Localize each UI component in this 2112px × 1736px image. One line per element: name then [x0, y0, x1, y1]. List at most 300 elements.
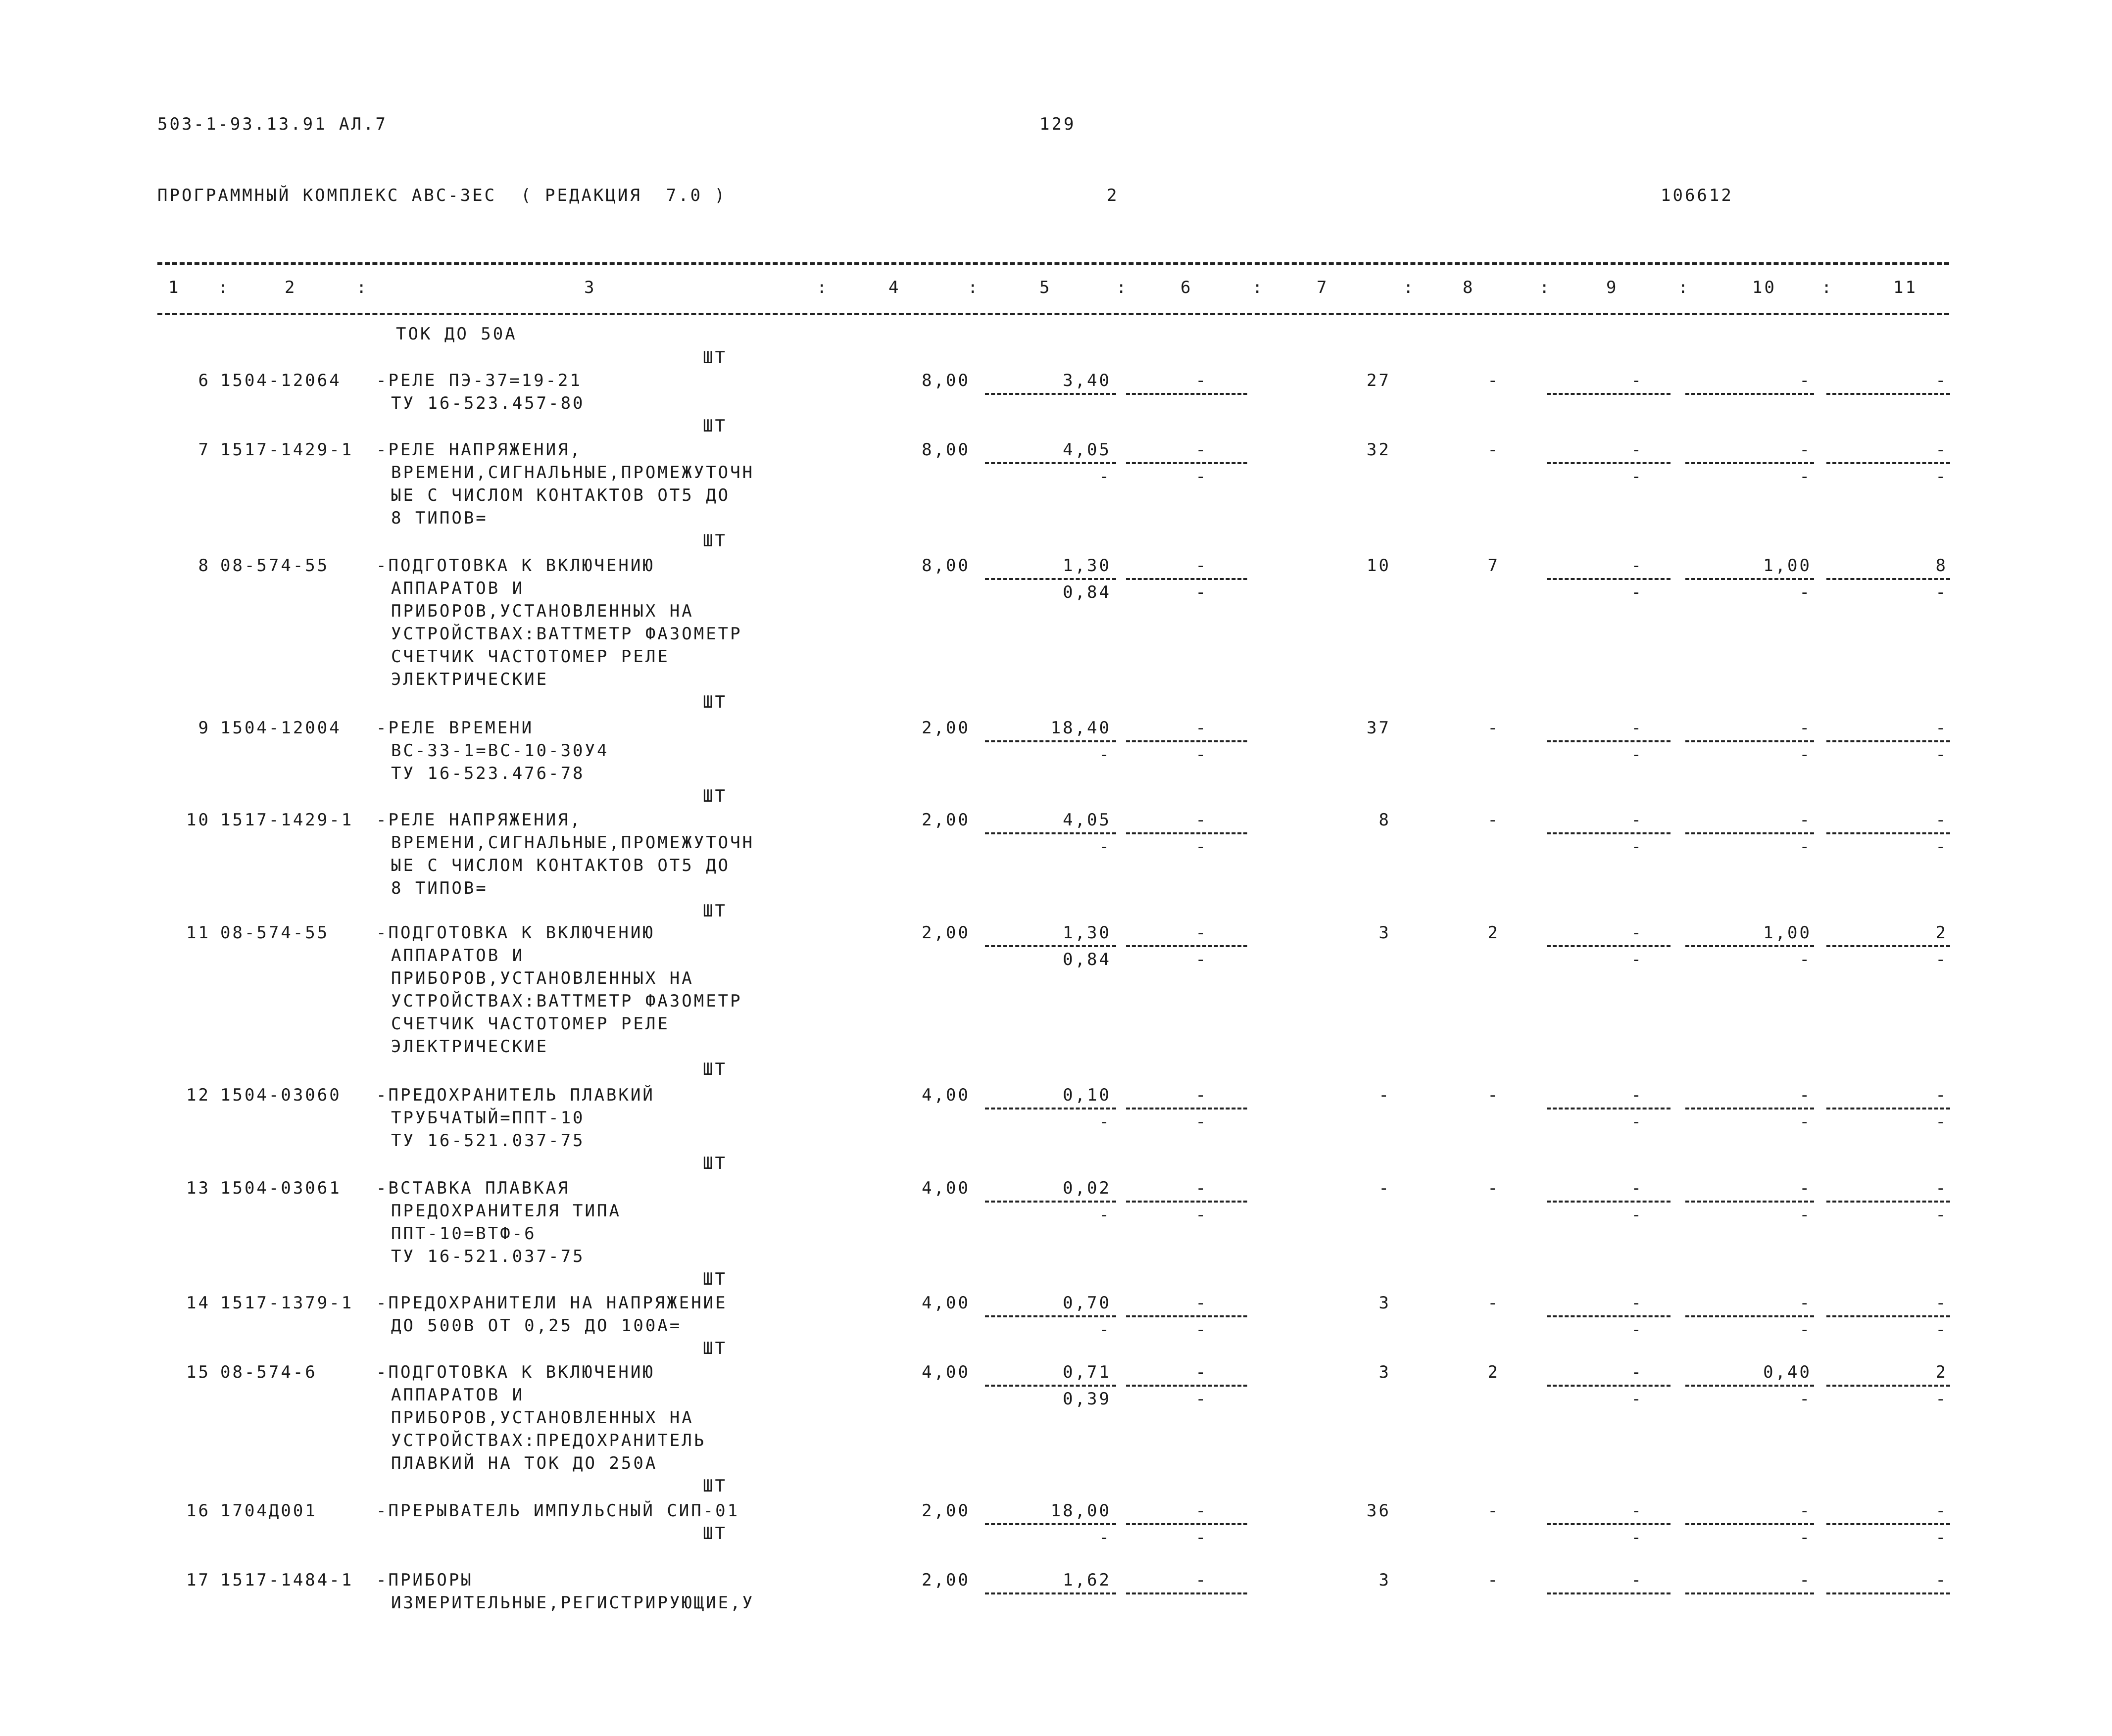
cell-col-6: - — [1195, 371, 1208, 390]
column-header-3: 3 — [584, 278, 596, 297]
cell-col-9-sub: - — [1631, 467, 1643, 486]
cell-col-9-sub: - — [1631, 1320, 1643, 1340]
cell-col-6: - — [1195, 923, 1208, 943]
cell-col-10: - — [1799, 1085, 1812, 1105]
row-resource-code: 1504-12004 — [220, 718, 342, 738]
cell-divider — [1126, 740, 1247, 742]
row-description-line: АППАРАТОВ И — [391, 1385, 525, 1405]
row-description-line: ИЗМЕРИТЕЛЬНЫЕ,РЕГИСТРИРУЮЩИЕ,У — [391, 1593, 755, 1613]
cell-col-4: 8,00 — [922, 556, 970, 576]
column-separator: : — [1678, 278, 1690, 297]
cell-col-4: 2,00 — [922, 1501, 970, 1521]
cell-col-11: 2 — [1935, 923, 1948, 943]
row-unit: ШТ — [703, 416, 727, 436]
cell-col-11-sub: - — [1935, 837, 1948, 857]
cell-divider — [1685, 832, 1814, 834]
row-description-line: -ПРИБОРЫ — [376, 1570, 473, 1590]
cell-col-8: - — [1487, 718, 1500, 738]
cell-divider — [1547, 1592, 1670, 1594]
cell-col-8: - — [1487, 1570, 1500, 1590]
cell-divider — [985, 1315, 1116, 1317]
cell-col-11-sub: - — [1935, 582, 1948, 602]
cell-divider — [1126, 462, 1247, 464]
cell-col-10: - — [1799, 718, 1812, 738]
cell-col-8: - — [1487, 440, 1500, 460]
column-header-9: 9 — [1606, 278, 1619, 297]
column-header-11: 11 — [1893, 278, 1917, 297]
cell-divider — [1826, 740, 1950, 742]
column-separator: : — [968, 278, 980, 297]
cell-col-5-sub: 0,39 — [1063, 1389, 1111, 1409]
row-description-line: УСТРОЙСТВАХ:ВАТТМЕТР ФАЗОМЕТР — [391, 624, 742, 644]
cell-col-6-sub: - — [1195, 1112, 1208, 1132]
row-description-line: ТРУБЧАТЫЙ=ППТ-10 — [391, 1108, 585, 1128]
cell-col-7: 32 — [1367, 440, 1391, 460]
row-number: 14 — [186, 1293, 210, 1313]
row-description-line: ВС-33-1=ВС-10-30У4 — [391, 741, 609, 761]
cell-col-11: 2 — [1935, 1362, 1948, 1382]
cell-col-9-sub: - — [1631, 1112, 1643, 1132]
cell-col-10-sub: - — [1799, 1320, 1812, 1340]
row-number: 16 — [186, 1501, 210, 1521]
cell-col-8: - — [1487, 1085, 1500, 1105]
sheet-number: 2 — [1107, 186, 1119, 205]
cell-divider — [1126, 1385, 1247, 1387]
column-header-1: 1 — [168, 278, 181, 297]
row-resource-code: 1704Д001 — [220, 1501, 317, 1521]
row-resource-code: 1504-12064 — [220, 371, 342, 390]
cell-col-6-sub: - — [1195, 1389, 1208, 1409]
cell-divider — [1685, 1523, 1814, 1525]
cell-divider — [1685, 1385, 1814, 1387]
cell-col-11-sub: - — [1935, 745, 1948, 765]
cell-divider — [1685, 1592, 1814, 1594]
row-unit: ШТ — [703, 531, 727, 551]
cell-col-5: 18,40 — [1050, 718, 1111, 738]
cell-col-8: - — [1487, 1293, 1500, 1313]
cell-divider — [1826, 578, 1950, 580]
cell-col-9: - — [1631, 923, 1643, 943]
column-header-7: 7 — [1317, 278, 1329, 297]
cell-col-9-sub: - — [1631, 1528, 1643, 1547]
row-description-line: 8 ТИПОВ= — [391, 508, 488, 528]
cell-col-5: 18,00 — [1050, 1501, 1111, 1521]
cell-col-4: 4,00 — [922, 1293, 970, 1313]
cell-col-8: 2 — [1487, 923, 1500, 943]
cell-col-8: 2 — [1487, 1362, 1500, 1382]
cell-col-4: 2,00 — [922, 810, 970, 830]
cell-col-10-sub: - — [1799, 1112, 1812, 1132]
cell-col-10: - — [1799, 1570, 1812, 1590]
register-code: 106612 — [1661, 186, 1733, 205]
continuation-text: ТОК ДО 50А — [396, 324, 517, 344]
cell-col-6-sub: - — [1195, 467, 1208, 486]
cell-col-9: - — [1631, 1085, 1643, 1105]
cell-col-9-sub: - — [1631, 837, 1643, 857]
row-description-line: ПРЕДОХРАНИТЕЛЯ ТИПА — [391, 1201, 621, 1221]
column-separator: : — [1252, 278, 1265, 297]
cell-col-4: 4,00 — [922, 1362, 970, 1382]
cell-divider — [1685, 1315, 1814, 1317]
row-description-line: УСТРОЙСТВАХ:ПРЕДОХРАНИТЕЛЬ — [391, 1431, 706, 1450]
cell-divider — [1126, 578, 1247, 580]
cell-col-6-sub: - — [1195, 837, 1208, 857]
cell-col-6-sub: - — [1195, 1528, 1208, 1547]
column-header-2: 2 — [285, 278, 297, 297]
row-description-line: 8 ТИПОВ= — [391, 878, 488, 898]
row-description-line: АППАРАТОВ И — [391, 946, 525, 965]
cell-divider — [1547, 832, 1670, 834]
row-unit: ШТ — [703, 1154, 727, 1173]
cell-col-10-sub: - — [1799, 1389, 1812, 1409]
column-header-5: 5 — [1039, 278, 1052, 297]
column-header-10: 10 — [1752, 278, 1776, 297]
cell-divider — [1547, 1201, 1670, 1203]
row-description-line: ЭЛЕКТРИЧЕСКИЕ — [391, 1037, 549, 1057]
cell-divider — [1126, 1315, 1247, 1317]
cell-col-10-sub: - — [1799, 467, 1812, 486]
row-description-line: ТУ 16-521.037-75 — [391, 1131, 585, 1151]
row-resource-code: 08-574-55 — [220, 923, 330, 943]
cell-col-7: - — [1378, 1178, 1391, 1198]
cell-col-8: - — [1487, 1501, 1500, 1521]
cell-col-6-sub: - — [1195, 1205, 1208, 1225]
cell-col-11: - — [1935, 1293, 1948, 1313]
cell-col-10-sub: - — [1799, 1205, 1812, 1225]
cell-col-9-sub: - — [1631, 1389, 1643, 1409]
row-number: 8 — [198, 556, 210, 576]
cell-col-11: - — [1935, 810, 1948, 830]
cell-col-11: - — [1935, 1501, 1948, 1521]
program-title: ПРОГРАММНЫЙ КОМПЛЕКС АВС-3ЕС ( РЕДАКЦИЯ 7.0 ) — [157, 186, 727, 205]
row-number: 13 — [186, 1178, 210, 1198]
cell-col-6: - — [1195, 718, 1208, 738]
row-unit: ШТ — [703, 1339, 727, 1358]
cell-col-8: - — [1487, 371, 1500, 390]
cell-col-10-sub: - — [1799, 837, 1812, 857]
cell-divider — [1547, 1315, 1670, 1317]
cell-col-9-sub: - — [1631, 950, 1643, 969]
cell-col-9: - — [1631, 718, 1643, 738]
cell-col-7: 3 — [1378, 1362, 1391, 1382]
row-resource-code: 1517-1429-1 — [220, 440, 354, 460]
cell-col-11-sub: - — [1935, 1112, 1948, 1132]
row-description-line: ПРИБОРОВ,УСТАНОВЛЕННЫХ НА — [391, 1408, 694, 1428]
column-separator: : — [356, 278, 369, 297]
row-number: 17 — [186, 1570, 210, 1590]
cell-col-10: - — [1799, 1501, 1812, 1521]
cell-divider — [1126, 832, 1247, 834]
cell-divider — [1126, 1523, 1247, 1525]
cell-col-5-sub: - — [1099, 467, 1111, 486]
cell-col-6: - — [1195, 1570, 1208, 1590]
cell-col-6: - — [1195, 1178, 1208, 1198]
cell-divider — [1826, 393, 1950, 395]
cell-col-10-sub: - — [1799, 745, 1812, 765]
cell-col-5-sub: - — [1099, 837, 1111, 857]
cell-divider — [985, 1201, 1116, 1203]
row-description-line: -ПРЕДОХРАНИТЕЛИ НА НАПРЯЖЕНИЕ — [376, 1293, 728, 1313]
cell-col-11: - — [1935, 1085, 1948, 1105]
cell-col-9: - — [1631, 1178, 1643, 1198]
cell-col-5: 3,40 — [1063, 371, 1111, 390]
cell-col-4: 8,00 — [922, 440, 970, 460]
row-resource-code: 08-574-55 — [220, 556, 330, 576]
row-number: 15 — [186, 1362, 210, 1382]
row-unit: ШТ — [703, 901, 727, 921]
row-description-line: -ПРЕРЫВАТЕЛЬ ИМПУЛЬСНЫЙ СИП-01 — [376, 1501, 740, 1521]
cell-col-9: - — [1631, 1501, 1643, 1521]
cell-col-6: - — [1195, 1293, 1208, 1313]
row-number: 10 — [186, 810, 210, 830]
row-description-line: СЧЕТЧИК ЧАСТОТОМЕР РЕЛЕ — [391, 1014, 670, 1034]
cell-col-7: 37 — [1367, 718, 1391, 738]
cell-col-9: - — [1631, 1362, 1643, 1382]
row-resource-code: 08-574-6 — [220, 1362, 317, 1382]
row-description-line: ТУ 16-521.037-75 — [391, 1247, 585, 1266]
cell-divider — [1826, 1108, 1950, 1109]
cell-col-5: 1,30 — [1063, 556, 1111, 576]
row-resource-code: 1517-1379-1 — [220, 1293, 354, 1313]
cell-divider — [1685, 462, 1814, 464]
cell-col-9: - — [1631, 1570, 1643, 1590]
cell-divider — [985, 945, 1116, 947]
cell-divider — [1685, 740, 1814, 742]
row-description-line: ЭЛЕКТРИЧЕСКИЕ — [391, 670, 549, 689]
cell-divider — [1826, 1315, 1950, 1317]
cell-col-9: - — [1631, 1293, 1643, 1313]
column-separator: : — [1539, 278, 1552, 297]
cell-col-6: - — [1195, 1362, 1208, 1382]
cell-col-5: 1,30 — [1063, 923, 1111, 943]
cell-divider — [985, 832, 1116, 834]
row-unit: ШТ — [703, 786, 727, 806]
cell-divider — [1547, 578, 1670, 580]
cell-col-7: 3 — [1378, 923, 1391, 943]
cell-col-11: - — [1935, 718, 1948, 738]
cell-col-4: 2,00 — [922, 718, 970, 738]
cell-divider — [1547, 1523, 1670, 1525]
header-top-rule — [157, 262, 1949, 265]
cell-col-11-sub: - — [1935, 950, 1948, 969]
cell-col-11-sub: - — [1935, 1528, 1948, 1547]
cell-col-8: 7 — [1487, 556, 1500, 576]
row-description-line: ПЛАВКИЙ НА ТОК ДО 250А — [391, 1453, 658, 1473]
cell-col-9: - — [1631, 810, 1643, 830]
header-bottom-rule — [157, 313, 1949, 315]
cell-divider — [1685, 1108, 1814, 1109]
cell-col-7: 27 — [1367, 371, 1391, 390]
cell-divider — [1547, 393, 1670, 395]
row-number: 6 — [198, 371, 210, 390]
cell-col-7: - — [1378, 1085, 1391, 1105]
cell-divider — [1685, 393, 1814, 395]
cell-col-9-sub: - — [1631, 582, 1643, 602]
row-description-line: -ВСТАВКА ПЛАВКАЯ — [376, 1178, 570, 1198]
document-code: 503-1-93.13.91 АЛ.7 — [157, 114, 388, 134]
row-unit: ШТ — [703, 1269, 727, 1289]
row-unit: ШТ — [703, 1524, 727, 1543]
cell-col-5: 0,02 — [1063, 1178, 1111, 1198]
row-description-line: СЧЕТЧИК ЧАСТОТОМЕР РЕЛЕ — [391, 647, 670, 667]
cell-col-11: - — [1935, 1178, 1948, 1198]
cell-divider — [1547, 740, 1670, 742]
cell-col-10: 1,00 — [1763, 923, 1812, 943]
cell-col-7: 36 — [1367, 1501, 1391, 1521]
cell-col-5: 4,05 — [1063, 440, 1111, 460]
cell-col-6: - — [1195, 1085, 1208, 1105]
cell-col-10-sub: - — [1799, 582, 1812, 602]
cell-divider — [1685, 578, 1814, 580]
cell-col-11-sub: - — [1935, 1389, 1948, 1409]
row-resource-code: 1517-1429-1 — [220, 810, 354, 830]
cell-col-11: - — [1935, 1570, 1948, 1590]
row-number: 11 — [186, 923, 210, 943]
column-header-4: 4 — [888, 278, 901, 297]
cell-col-7: 3 — [1378, 1570, 1391, 1590]
cell-col-5-sub: - — [1099, 1112, 1111, 1132]
cell-col-8: - — [1487, 810, 1500, 830]
column-separator: : — [1116, 278, 1129, 297]
row-description-line: -ПОДГОТОВКА К ВКЛЮЧЕНИЮ — [376, 556, 655, 576]
cell-col-7: 8 — [1378, 810, 1391, 830]
cell-divider — [1126, 1592, 1247, 1594]
cell-divider — [985, 740, 1116, 742]
cell-col-4: 4,00 — [922, 1085, 970, 1105]
cell-col-11-sub: - — [1935, 1205, 1948, 1225]
cell-divider — [1685, 945, 1814, 947]
row-description-line: ЫЕ С ЧИСЛОМ КОНТАКТОВ ОТ5 ДО — [391, 856, 731, 875]
row-description-line: -РЕЛЕ НАПРЯЖЕНИЯ, — [376, 810, 582, 830]
column-separator: : — [218, 278, 230, 297]
cell-col-10: - — [1799, 371, 1812, 390]
cell-col-11-sub: - — [1935, 1320, 1948, 1340]
cell-divider — [985, 578, 1116, 580]
row-description-line: -РЕЛЕ НАПРЯЖЕНИЯ, — [376, 440, 582, 460]
column-header-6: 6 — [1180, 278, 1193, 297]
cell-divider — [985, 1523, 1116, 1525]
cell-col-5: 0,71 — [1063, 1362, 1111, 1382]
cell-col-6: - — [1195, 440, 1208, 460]
cell-divider — [1126, 1108, 1247, 1109]
cell-divider — [985, 1385, 1116, 1387]
cell-col-5: 0,70 — [1063, 1293, 1111, 1313]
cell-col-4: 2,00 — [922, 923, 970, 943]
cell-divider — [1547, 1108, 1670, 1109]
row-unit: ШТ — [703, 1476, 727, 1496]
cell-col-5-sub: - — [1099, 1528, 1111, 1547]
cell-divider — [1547, 945, 1670, 947]
cell-col-6-sub: - — [1195, 1320, 1208, 1340]
cell-col-10-sub: - — [1799, 950, 1812, 969]
cell-col-5-sub: 0,84 — [1063, 582, 1111, 602]
cell-divider — [985, 393, 1116, 395]
cell-col-6: - — [1195, 810, 1208, 830]
cell-col-7: 3 — [1378, 1293, 1391, 1313]
row-description-line: ТУ 16-523.476-78 — [391, 764, 585, 783]
column-header-8: 8 — [1463, 278, 1475, 297]
row-resource-code: 1504-03061 — [220, 1178, 342, 1198]
cell-col-5-sub: - — [1099, 745, 1111, 765]
cell-divider — [1826, 1385, 1950, 1387]
cell-divider — [1826, 945, 1950, 947]
cell-col-9: - — [1631, 556, 1643, 576]
row-description-line: АППАРАТОВ И — [391, 579, 525, 598]
row-unit: ШТ — [703, 1060, 727, 1079]
cell-col-4: 8,00 — [922, 371, 970, 390]
cell-col-10-sub: - — [1799, 1528, 1812, 1547]
cell-col-11: - — [1935, 440, 1948, 460]
cell-col-6-sub: - — [1195, 745, 1208, 765]
cell-col-6: - — [1195, 556, 1208, 576]
cell-divider — [1126, 1201, 1247, 1203]
column-separator: : — [1821, 278, 1834, 297]
column-separator: : — [1403, 278, 1416, 297]
row-description-line: ТУ 16-523.457-80 — [391, 393, 585, 413]
cell-col-5: 4,05 — [1063, 810, 1111, 830]
row-resource-code: 1517-1484-1 — [220, 1570, 354, 1590]
cell-col-4: 4,00 — [922, 1178, 970, 1198]
cell-divider — [985, 462, 1116, 464]
cell-col-5: 0,10 — [1063, 1085, 1111, 1105]
cell-divider — [1126, 945, 1247, 947]
cell-col-6-sub: - — [1195, 950, 1208, 969]
cell-divider — [1826, 1592, 1950, 1594]
cell-col-9: - — [1631, 371, 1643, 390]
cell-col-5: 1,62 — [1063, 1570, 1111, 1590]
continuation-unit: ШТ — [703, 348, 727, 368]
row-unit: ШТ — [703, 692, 727, 712]
cell-col-5-sub: - — [1099, 1205, 1111, 1225]
cell-col-9-sub: - — [1631, 1205, 1643, 1225]
cell-col-8: - — [1487, 1178, 1500, 1198]
cell-divider — [985, 1108, 1116, 1109]
cell-divider — [1547, 1385, 1670, 1387]
cell-col-10: 1,00 — [1763, 556, 1812, 576]
cell-divider — [1685, 1201, 1814, 1203]
page-number: 129 — [1039, 114, 1076, 134]
cell-col-9: - — [1631, 440, 1643, 460]
row-description-line: -РЕЛЕ ВРЕМЕНИ — [376, 718, 534, 738]
row-number: 9 — [198, 718, 210, 738]
cell-col-5-sub: 0,84 — [1063, 950, 1111, 969]
cell-col-10: - — [1799, 1178, 1812, 1198]
row-resource-code: 1504-03060 — [220, 1085, 342, 1105]
cell-col-5-sub: - — [1099, 1320, 1111, 1340]
cell-col-11: - — [1935, 371, 1948, 390]
row-description-line: ВРЕМЕНИ,СИГНАЛЬНЫЕ,ПРОМЕЖУТОЧН — [391, 463, 755, 482]
row-description-line: ПРИБОРОВ,УСТАНОВЛЕННЫХ НА — [391, 968, 694, 988]
row-description-line: ДО 500В ОТ 0,25 ДО 100А= — [391, 1316, 682, 1336]
cell-col-10: - — [1799, 440, 1812, 460]
row-description-line: ВРЕМЕНИ,СИГНАЛЬНЫЕ,ПРОМЕЖУТОЧН — [391, 833, 755, 853]
cell-divider — [1826, 832, 1950, 834]
row-description-line: ПРИБОРОВ,УСТАНОВЛЕННЫХ НА — [391, 601, 694, 621]
cell-divider — [1126, 393, 1247, 395]
cell-divider — [985, 1592, 1116, 1594]
row-number: 12 — [186, 1085, 210, 1105]
cell-col-9-sub: - — [1631, 745, 1643, 765]
cell-col-10: - — [1799, 810, 1812, 830]
cell-col-4: 2,00 — [922, 1570, 970, 1590]
cell-col-6: - — [1195, 1501, 1208, 1521]
row-description-line: -РЕЛЕ ПЭ-37=19-21 — [376, 371, 582, 390]
cell-col-6-sub: - — [1195, 582, 1208, 602]
cell-divider — [1547, 462, 1670, 464]
cell-col-11-sub: - — [1935, 467, 1948, 486]
cell-divider — [1826, 1523, 1950, 1525]
column-separator: : — [817, 278, 829, 297]
